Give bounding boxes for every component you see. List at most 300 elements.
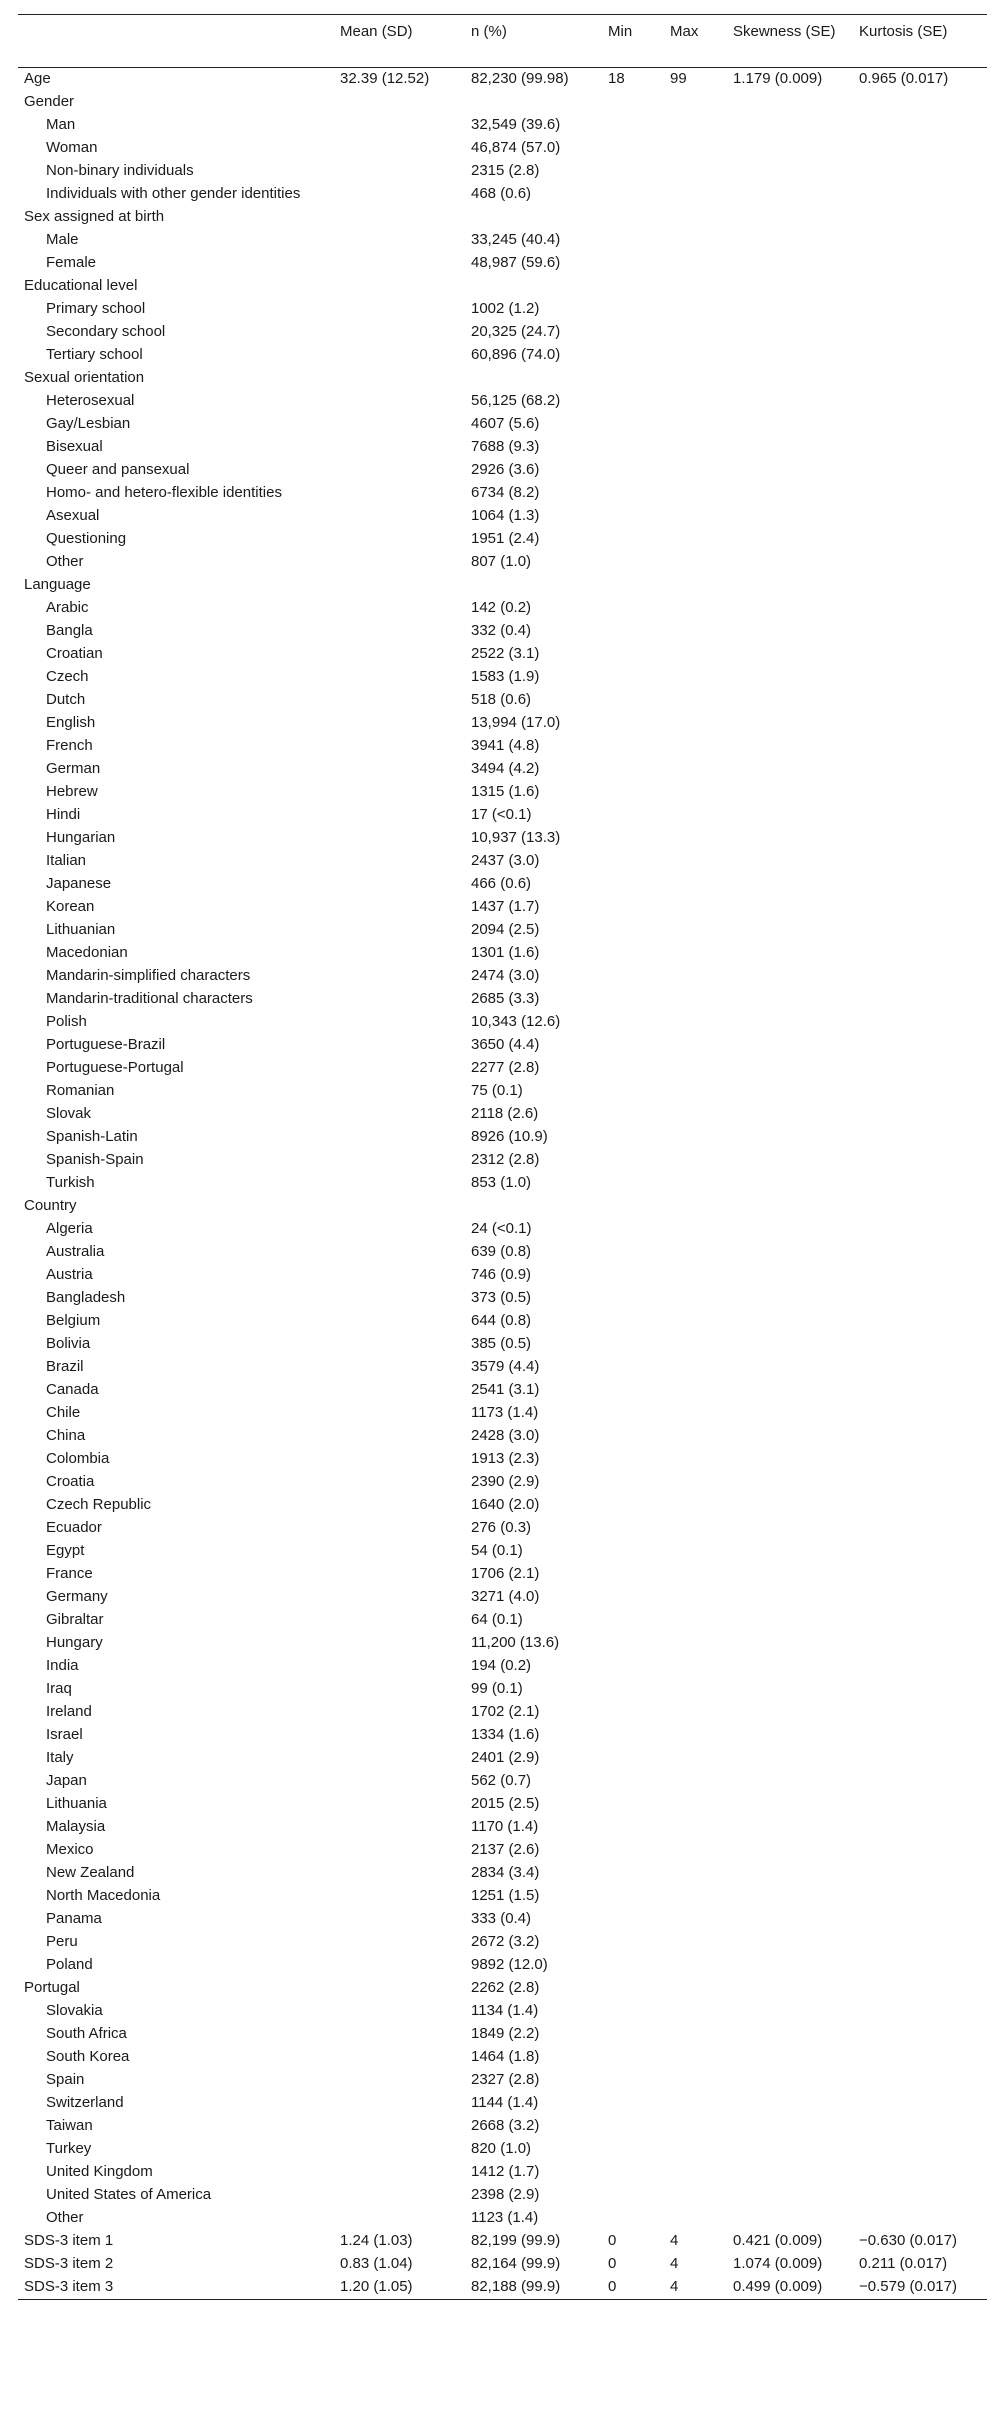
row-label: Country [24, 1197, 77, 1214]
skewness-cell [727, 1379, 853, 1402]
n-percent-cell: 32,549 (39.6) [471, 116, 561, 133]
mean-sd-cell [334, 1080, 465, 1103]
kurtosis-cell [853, 551, 987, 574]
min-cell [602, 1103, 664, 1126]
min-cell [602, 1747, 664, 1770]
mean-sd-cell [334, 1471, 465, 1494]
max-cell [664, 1402, 727, 1425]
kurtosis-cell: 0.965 (0.017) [859, 70, 949, 87]
max-cell [664, 1172, 727, 1195]
min-cell [602, 1816, 664, 1839]
table-row [18, 1586, 987, 1609]
max-cell [664, 1517, 727, 1540]
kurtosis-cell [853, 229, 987, 252]
table-row [18, 551, 987, 574]
skewness-cell [727, 1172, 853, 1195]
row-label: Educational level [24, 277, 138, 294]
skewness-cell [727, 597, 853, 620]
max-cell [664, 2115, 727, 2138]
skewness-cell [727, 1494, 853, 1517]
skewness-cell [727, 1862, 853, 1885]
min-cell [602, 321, 664, 344]
skewness-cell [727, 873, 853, 896]
min-cell [602, 275, 664, 298]
n-percent-cell: 8926 (10.9) [471, 1128, 548, 1145]
mean-sd-cell [334, 1011, 465, 1034]
n-percent-cell: 1173 (1.4) [471, 1404, 539, 1421]
kurtosis-cell [853, 528, 987, 551]
min-cell [602, 1609, 664, 1632]
max-cell [664, 1241, 727, 1264]
n-percent-cell: 1002 (1.2) [471, 300, 540, 317]
min-cell [602, 229, 664, 252]
min-cell [602, 620, 664, 643]
max-cell [664, 919, 727, 942]
skewness-cell [727, 1655, 853, 1678]
n-percent-cell: 2315 (2.8) [471, 162, 540, 179]
mean-sd-cell [334, 137, 465, 160]
skewness-cell [727, 1241, 853, 1264]
max-cell [664, 252, 727, 275]
row-label: China [46, 1427, 86, 1444]
row-label: Spanish-Spain [46, 1151, 144, 1168]
kurtosis-cell [853, 1678, 987, 1701]
min-cell [602, 689, 664, 712]
kurtosis-cell [853, 1632, 987, 1655]
max-cell: 4 [664, 2276, 727, 2300]
table-row [18, 2276, 987, 2300]
row-label: Hungary [46, 1634, 103, 1651]
max-cell [664, 2000, 727, 2023]
row-label: Other [46, 2209, 84, 2226]
min-cell [602, 160, 664, 183]
row-label: Mandarin-traditional characters [46, 990, 253, 1007]
n-percent-cell: 54 (0.1) [471, 1542, 523, 1559]
mean-sd-cell [334, 1172, 465, 1195]
skewness-cell [727, 1954, 853, 1977]
kurtosis-cell [853, 1402, 987, 1425]
table-row [18, 2253, 987, 2276]
row-label: Colombia [46, 1450, 110, 1467]
table-row [18, 804, 987, 827]
mean-sd-cell [334, 758, 465, 781]
max-cell [664, 1379, 727, 1402]
row-label: Questioning [46, 530, 127, 547]
max-cell [664, 275, 727, 298]
mean-sd-cell [334, 1379, 465, 1402]
skewness-cell [727, 1977, 853, 2000]
kurtosis-cell [853, 1862, 987, 1885]
n-percent-cell: 64 (0.1) [471, 1611, 523, 1628]
max-cell [664, 2092, 727, 2115]
mean-sd-cell: 0.83 (1.04) [340, 2255, 413, 2272]
skewness-cell [727, 413, 853, 436]
kurtosis-cell [853, 1540, 987, 1563]
skewness-cell [727, 321, 853, 344]
header-max: Max [670, 23, 699, 40]
kurtosis-cell [853, 1195, 987, 1218]
table-row [18, 873, 987, 896]
table-row [18, 988, 987, 1011]
skewness-cell [727, 183, 853, 206]
row-label: SDS-3 item 3 [18, 2276, 334, 2300]
descriptive-statistics-table [18, 14, 987, 2300]
max-cell [664, 1126, 727, 1149]
row-label: Slovak [46, 1105, 92, 1122]
mean-sd-cell [334, 206, 465, 229]
table-body [18, 68, 987, 2300]
mean-sd-cell [334, 1563, 465, 1586]
table-row [18, 1149, 987, 1172]
row-label: Homo- and hetero-flexible identities [46, 484, 282, 501]
n-percent-cell: 807 (1.0) [471, 553, 532, 570]
row-label: Hebrew [46, 783, 98, 800]
row-label: Hindi [46, 806, 81, 823]
table-row [18, 850, 987, 873]
max-cell [664, 1609, 727, 1632]
descriptive-statistics-table-container [18, 14, 987, 2300]
row-label: Japanese [46, 875, 112, 892]
mean-sd-cell [334, 574, 465, 597]
skewness-cell [727, 1793, 853, 1816]
min-cell [602, 2092, 664, 2115]
min-cell [602, 183, 664, 206]
mean-sd-cell [334, 988, 465, 1011]
kurtosis-cell: 0.211 (0.017) [859, 2255, 948, 2272]
mean-sd-cell [334, 1264, 465, 1287]
row-label: Brazil [46, 1358, 84, 1375]
kurtosis-cell [853, 689, 987, 712]
max-cell [664, 206, 727, 229]
mean-sd-cell [334, 1103, 465, 1126]
min-cell [602, 712, 664, 735]
row-label: Language [24, 576, 91, 593]
max-cell [664, 1701, 727, 1724]
min-cell [602, 91, 664, 114]
n-percent-cell: 2312 (2.8) [471, 1151, 540, 1168]
header-n-percent: n (%) [471, 23, 507, 40]
row-label: Mexico [46, 1841, 94, 1858]
n-percent-cell: 2401 (2.9) [471, 1749, 540, 1766]
mean-sd-cell [334, 1448, 465, 1471]
row-label: Secondary school [46, 323, 166, 340]
n-percent-cell: 2398 (2.9) [471, 2186, 540, 2203]
skewness-cell [727, 2138, 853, 2161]
skewness-cell [727, 1448, 853, 1471]
table-row [18, 68, 987, 92]
row-label: Germany [46, 1588, 108, 1605]
kurtosis-cell [853, 643, 987, 666]
max-cell [664, 1839, 727, 1862]
skewness-cell [727, 1908, 853, 1931]
min-cell [602, 2161, 664, 2184]
table-row [18, 919, 987, 942]
row-label: French [46, 737, 93, 754]
n-percent-cell: 2474 (3.0) [471, 967, 540, 984]
skewness-cell: 1.074 (0.009) [733, 2255, 823, 2272]
table-row [18, 528, 987, 551]
row-label: Sexual orientation [24, 369, 145, 386]
kurtosis-cell [853, 1241, 987, 1264]
kurtosis-cell [853, 1080, 987, 1103]
min-cell [602, 1517, 664, 1540]
max-cell [664, 505, 727, 528]
row-label: Tertiary school [46, 346, 143, 363]
n-percent-cell: 7688 (9.3) [471, 438, 540, 455]
min-cell [602, 114, 664, 137]
row-label: Switzerland [46, 2094, 124, 2111]
min-cell [602, 1287, 664, 1310]
mean-sd-cell [334, 2023, 465, 2046]
row-label: Bangla [46, 622, 93, 639]
min-cell [602, 1241, 664, 1264]
kurtosis-cell [853, 1770, 987, 1793]
table-row [18, 1379, 987, 1402]
mean-sd-cell [334, 413, 465, 436]
n-percent-cell: 56,125 (68.2) [471, 392, 561, 409]
skewness-cell: 0.499 (0.009) [727, 2276, 853, 2300]
kurtosis-cell [853, 344, 987, 367]
row-label: India [46, 1657, 79, 1674]
min-cell [602, 758, 664, 781]
min-cell [602, 206, 664, 229]
kurtosis-cell [853, 1724, 987, 1747]
min-cell [602, 367, 664, 390]
mean-sd-cell [334, 91, 465, 114]
min-cell [602, 2000, 664, 2023]
n-percent-cell: 1583 (1.9) [471, 668, 540, 685]
mean-sd-cell [334, 1747, 465, 1770]
max-cell [664, 344, 727, 367]
table-row [18, 643, 987, 666]
min-cell [602, 574, 664, 597]
n-percent-cell [465, 1195, 602, 1218]
row-label: Canada [46, 1381, 99, 1398]
n-percent-cell: 2277 (2.8) [471, 1059, 540, 1076]
n-percent-cell: 2428 (3.0) [471, 1427, 540, 1444]
min-cell [602, 1839, 664, 1862]
kurtosis-cell [853, 1425, 987, 1448]
max-cell [664, 1448, 727, 1471]
mean-sd-cell [334, 620, 465, 643]
max-cell [664, 689, 727, 712]
skewness-cell [727, 1747, 853, 1770]
min-cell [602, 298, 664, 321]
table-row [18, 206, 987, 229]
table-row [18, 1931, 987, 1954]
min-cell [602, 551, 664, 574]
mean-sd-cell [334, 436, 465, 459]
skewness-cell [727, 2069, 853, 2092]
skewness-cell [727, 1678, 853, 1701]
min-cell [602, 919, 664, 942]
table-row [18, 1310, 987, 1333]
skewness-cell [727, 1310, 853, 1333]
n-percent-cell [465, 367, 602, 390]
kurtosis-cell [853, 1885, 987, 1908]
skewness-cell [727, 206, 853, 229]
skewness-cell [727, 160, 853, 183]
row-label: United Kingdom [46, 2163, 153, 2180]
min-cell [602, 1678, 664, 1701]
mean-sd-cell [334, 689, 465, 712]
row-label: North Macedonia [46, 1887, 161, 1904]
skewness-cell [727, 1517, 853, 1540]
min-cell [602, 528, 664, 551]
mean-sd-cell [334, 712, 465, 735]
kurtosis-cell [853, 965, 987, 988]
min-cell [602, 1632, 664, 1655]
kurtosis-cell [853, 1701, 987, 1724]
n-percent-cell: 1849 (2.2) [471, 2025, 540, 2042]
row-label: Iraq [46, 1680, 72, 1697]
row-label: Gay/Lesbian [46, 415, 131, 432]
table-row [18, 597, 987, 620]
table-row [18, 183, 987, 206]
table-row [18, 2184, 987, 2207]
n-percent-cell: 2672 (3.2) [471, 1933, 540, 1950]
row-label: Egypt [46, 1542, 85, 1559]
min-cell [602, 1080, 664, 1103]
mean-sd-cell [334, 1678, 465, 1701]
mean-sd-cell [334, 459, 465, 482]
skewness-cell [727, 114, 853, 137]
kurtosis-cell [853, 1356, 987, 1379]
max-cell [664, 1747, 727, 1770]
row-label: Non-binary individuals [46, 162, 194, 179]
max-cell [664, 804, 727, 827]
min-cell [602, 482, 664, 505]
row-label: South Africa [46, 2025, 127, 2042]
mean-sd-cell [334, 114, 465, 137]
table-row [18, 1701, 987, 1724]
mean-sd-cell [334, 781, 465, 804]
kurtosis-cell [853, 1977, 987, 2000]
skewness-cell [727, 275, 853, 298]
n-percent-cell: 2094 (2.5) [471, 921, 540, 938]
mean-sd-cell [334, 183, 465, 206]
row-label: Macedonian [46, 944, 128, 961]
max-cell [664, 2207, 727, 2230]
skewness-cell [727, 91, 853, 114]
n-percent-cell: 10,937 (13.3) [471, 829, 561, 846]
mean-sd-cell [334, 1632, 465, 1655]
row-label: English [46, 714, 96, 731]
n-percent-cell: 2926 (3.6) [471, 461, 540, 478]
max-cell [664, 1770, 727, 1793]
row-label: Japan [46, 1772, 87, 1789]
kurtosis-cell [853, 2046, 987, 2069]
kurtosis-cell [853, 459, 987, 482]
kurtosis-cell [853, 988, 987, 1011]
n-percent-cell: 820 (1.0) [471, 2140, 532, 2157]
skewness-cell [727, 1149, 853, 1172]
max-cell [664, 988, 727, 1011]
row-label: Dutch [46, 691, 86, 708]
n-percent-cell: 3579 (4.4) [471, 1358, 540, 1375]
min-cell [602, 137, 664, 160]
max-cell [664, 1540, 727, 1563]
row-label: Heterosexual [46, 392, 135, 409]
n-percent-cell: 2541 (3.1) [471, 1381, 540, 1398]
kurtosis-cell [853, 1931, 987, 1954]
max-cell [664, 1678, 727, 1701]
n-percent-cell: 24 (<0.1) [471, 1220, 532, 1237]
skewness-cell [727, 1126, 853, 1149]
n-percent-cell: 2137 (2.6) [471, 1841, 540, 1858]
table-row [18, 1080, 987, 1103]
skewness-cell [727, 850, 853, 873]
max-cell [664, 2138, 727, 2161]
table-row [18, 1425, 987, 1448]
max-cell [664, 965, 727, 988]
max-cell [664, 1034, 727, 1057]
table-row [18, 2138, 987, 2161]
min-cell [602, 344, 664, 367]
table-row [18, 1333, 987, 1356]
skewness-cell [727, 620, 853, 643]
mean-sd-cell [334, 597, 465, 620]
table-row [18, 1218, 987, 1241]
skewness-cell [727, 712, 853, 735]
n-percent-cell: 2015 (2.5) [471, 1795, 540, 1812]
row-label: Italy [46, 1749, 74, 1766]
kurtosis-cell [853, 1954, 987, 1977]
mean-sd-cell [334, 1494, 465, 1517]
kurtosis-cell [853, 1908, 987, 1931]
row-label: SDS-3 item 2 [24, 2255, 114, 2272]
table-row [18, 2046, 987, 2069]
skewness-cell [727, 1195, 853, 1218]
table-row [18, 712, 987, 735]
n-percent-cell: 10,343 (12.6) [471, 1013, 561, 1030]
skewness-cell [727, 2000, 853, 2023]
row-label: Portuguese-Portugal [46, 1059, 184, 1076]
n-percent-cell: 48,987 (59.6) [471, 254, 561, 271]
n-percent-cell: 82,199 (99.9) [471, 2232, 561, 2249]
mean-sd-cell [334, 1149, 465, 1172]
max-cell [664, 896, 727, 919]
table-row [18, 942, 987, 965]
table-row [18, 781, 987, 804]
min-cell [602, 1034, 664, 1057]
row-label: Malaysia [46, 1818, 106, 1835]
mean-sd-cell [334, 1839, 465, 1862]
skewness-cell [727, 2046, 853, 2069]
mean-sd-cell [334, 390, 465, 413]
kurtosis-cell [853, 114, 987, 137]
table-row [18, 2161, 987, 2184]
n-percent-cell: 373 (0.5) [471, 1289, 532, 1306]
n-percent-cell: 644 (0.8) [471, 1312, 532, 1329]
mean-sd-cell [334, 942, 465, 965]
min-cell [602, 597, 664, 620]
kurtosis-cell [853, 2092, 987, 2115]
kurtosis-cell [853, 1747, 987, 1770]
min-cell [602, 1356, 664, 1379]
row-label: Gender [24, 93, 75, 110]
kurtosis-cell: −0.579 (0.017) [853, 2276, 987, 2300]
kurtosis-cell [853, 1034, 987, 1057]
kurtosis-cell [853, 390, 987, 413]
n-percent-cell: 518 (0.6) [471, 691, 532, 708]
table-row [18, 1885, 987, 1908]
skewness-cell [727, 666, 853, 689]
kurtosis-cell [853, 666, 987, 689]
row-label: Lithuania [46, 1795, 107, 1812]
table-row [18, 390, 987, 413]
mean-sd-cell [334, 2092, 465, 2115]
